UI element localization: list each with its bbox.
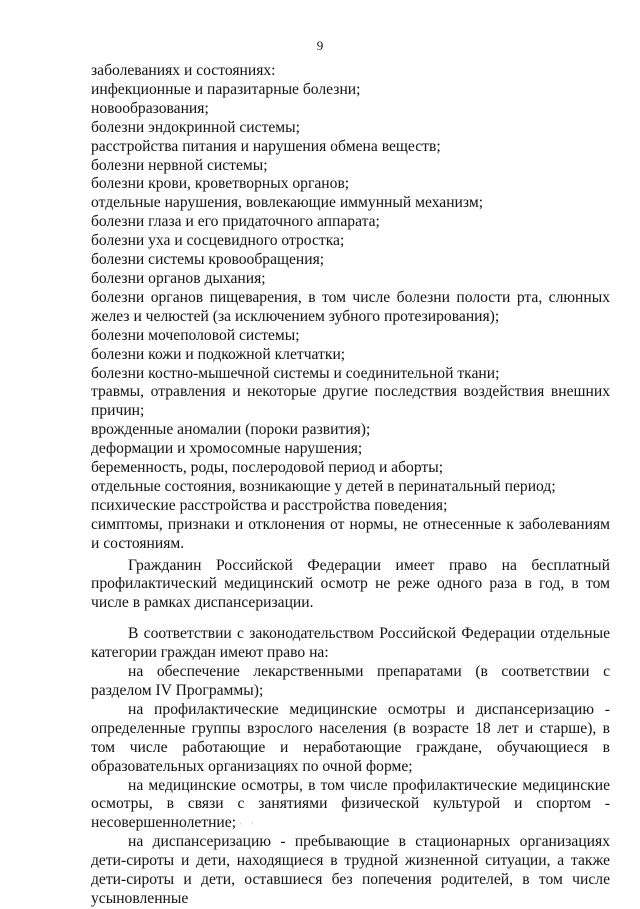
list-item: инфекционные и паразитарные болезни; bbox=[91, 80, 361, 98]
page-number: 9 bbox=[316, 38, 324, 53]
list-item: болезни органов дыхания; bbox=[91, 269, 266, 287]
list-item: расстройства питания и нарушения обмена веществ; bbox=[91, 137, 441, 155]
list-item: болезни системы кровообращения; bbox=[91, 251, 325, 269]
list-item: отдельные нарушения, вовлекающие иммунный механизм; bbox=[91, 194, 484, 212]
list-item: болезни эндокринной системы; bbox=[91, 118, 300, 136]
list-item: болезни костно-мышечной системы и соединительной ткани; bbox=[91, 364, 500, 382]
list-item-injuries: травмы, отравления и некоторые другие последствия воздействия внешних причин; bbox=[91, 383, 610, 420]
list-item: болезни мочеполовой системы; bbox=[91, 326, 300, 344]
paragraph-orphans: на диспансеризацию - пребывающие в стационарных организациях дети-сироты и дети, находящиеся в трудной жизненной ситуации, а также дети-сироты и дети, оставшиеся без попечения родителей, в том числе усыновленные bbox=[91, 833, 610, 907]
list-item-digestive: болезни органов пищеварения, в том числе болезни полости рта, слюнных желез и челюстей (за исключением зубного протезирования); bbox=[91, 288, 610, 325]
list-item: психические расстройства и расстройства поведения; bbox=[91, 496, 448, 514]
list-item: деформации и хромосомные нарушения; bbox=[91, 440, 363, 458]
page-content bbox=[91, 62, 610, 909]
paragraph-drugs: на обеспечение лекарственными препаратами (в соответствии с разделом IV Программы); bbox=[91, 663, 610, 699]
list-item: болезни нервной системы; bbox=[91, 156, 268, 174]
list-item: болезни глаза и его придаточного аппарата; bbox=[91, 213, 380, 231]
paragraph-adults-exams: на профилактические медицинские осмотры и диспансеризацию - определенные группы взрослого населения (в возрасте 18 лет и старше), в том числе работающие и неработающие граждане, обучающиеся в образовательных организациях по очной форме; bbox=[91, 700, 610, 775]
list-item: новообразования; bbox=[91, 99, 209, 117]
list-item: беременность, роды, послеродовой период и аборты; bbox=[91, 459, 444, 477]
list-item: отдельные состояния, возникающие у детей в перинатальный период; bbox=[91, 477, 556, 495]
list-item: врожденные аномалии (пороки развития); bbox=[91, 421, 371, 439]
signature-marks: ' ' ' bbox=[228, 821, 258, 831]
list-item: болезни крови, кроветворных органов; bbox=[91, 175, 350, 193]
paragraph-minors-exams: на медицинские осмотры, в том числе профилактические медицинские осмотры, в связи с занятиями физической культурой и спортом - несовершеннолетние; bbox=[91, 776, 610, 832]
paragraph-categories: В соответствии с законодательством Российской Федерации отдельные категории граждан имеют право на: bbox=[91, 625, 610, 662]
list-item: болезни кожи и подкожной клетчатки; bbox=[91, 345, 346, 363]
list-item: болезни уха и сосцевидного отростка; bbox=[91, 232, 345, 250]
list-item: заболеваниях и состояниях: bbox=[91, 62, 276, 79]
list-item-symptoms: симптомы, признаки и отклонения от нормы, не отнесенные к заболеваниям и состояниям. bbox=[91, 515, 610, 552]
paragraph-free-exam: Гражданин Российской Федерации имеет право на бесплатный профилактический медицинский осмотр не реже одного раза в год, в том числе в рамках диспансеризации. bbox=[91, 556, 610, 612]
